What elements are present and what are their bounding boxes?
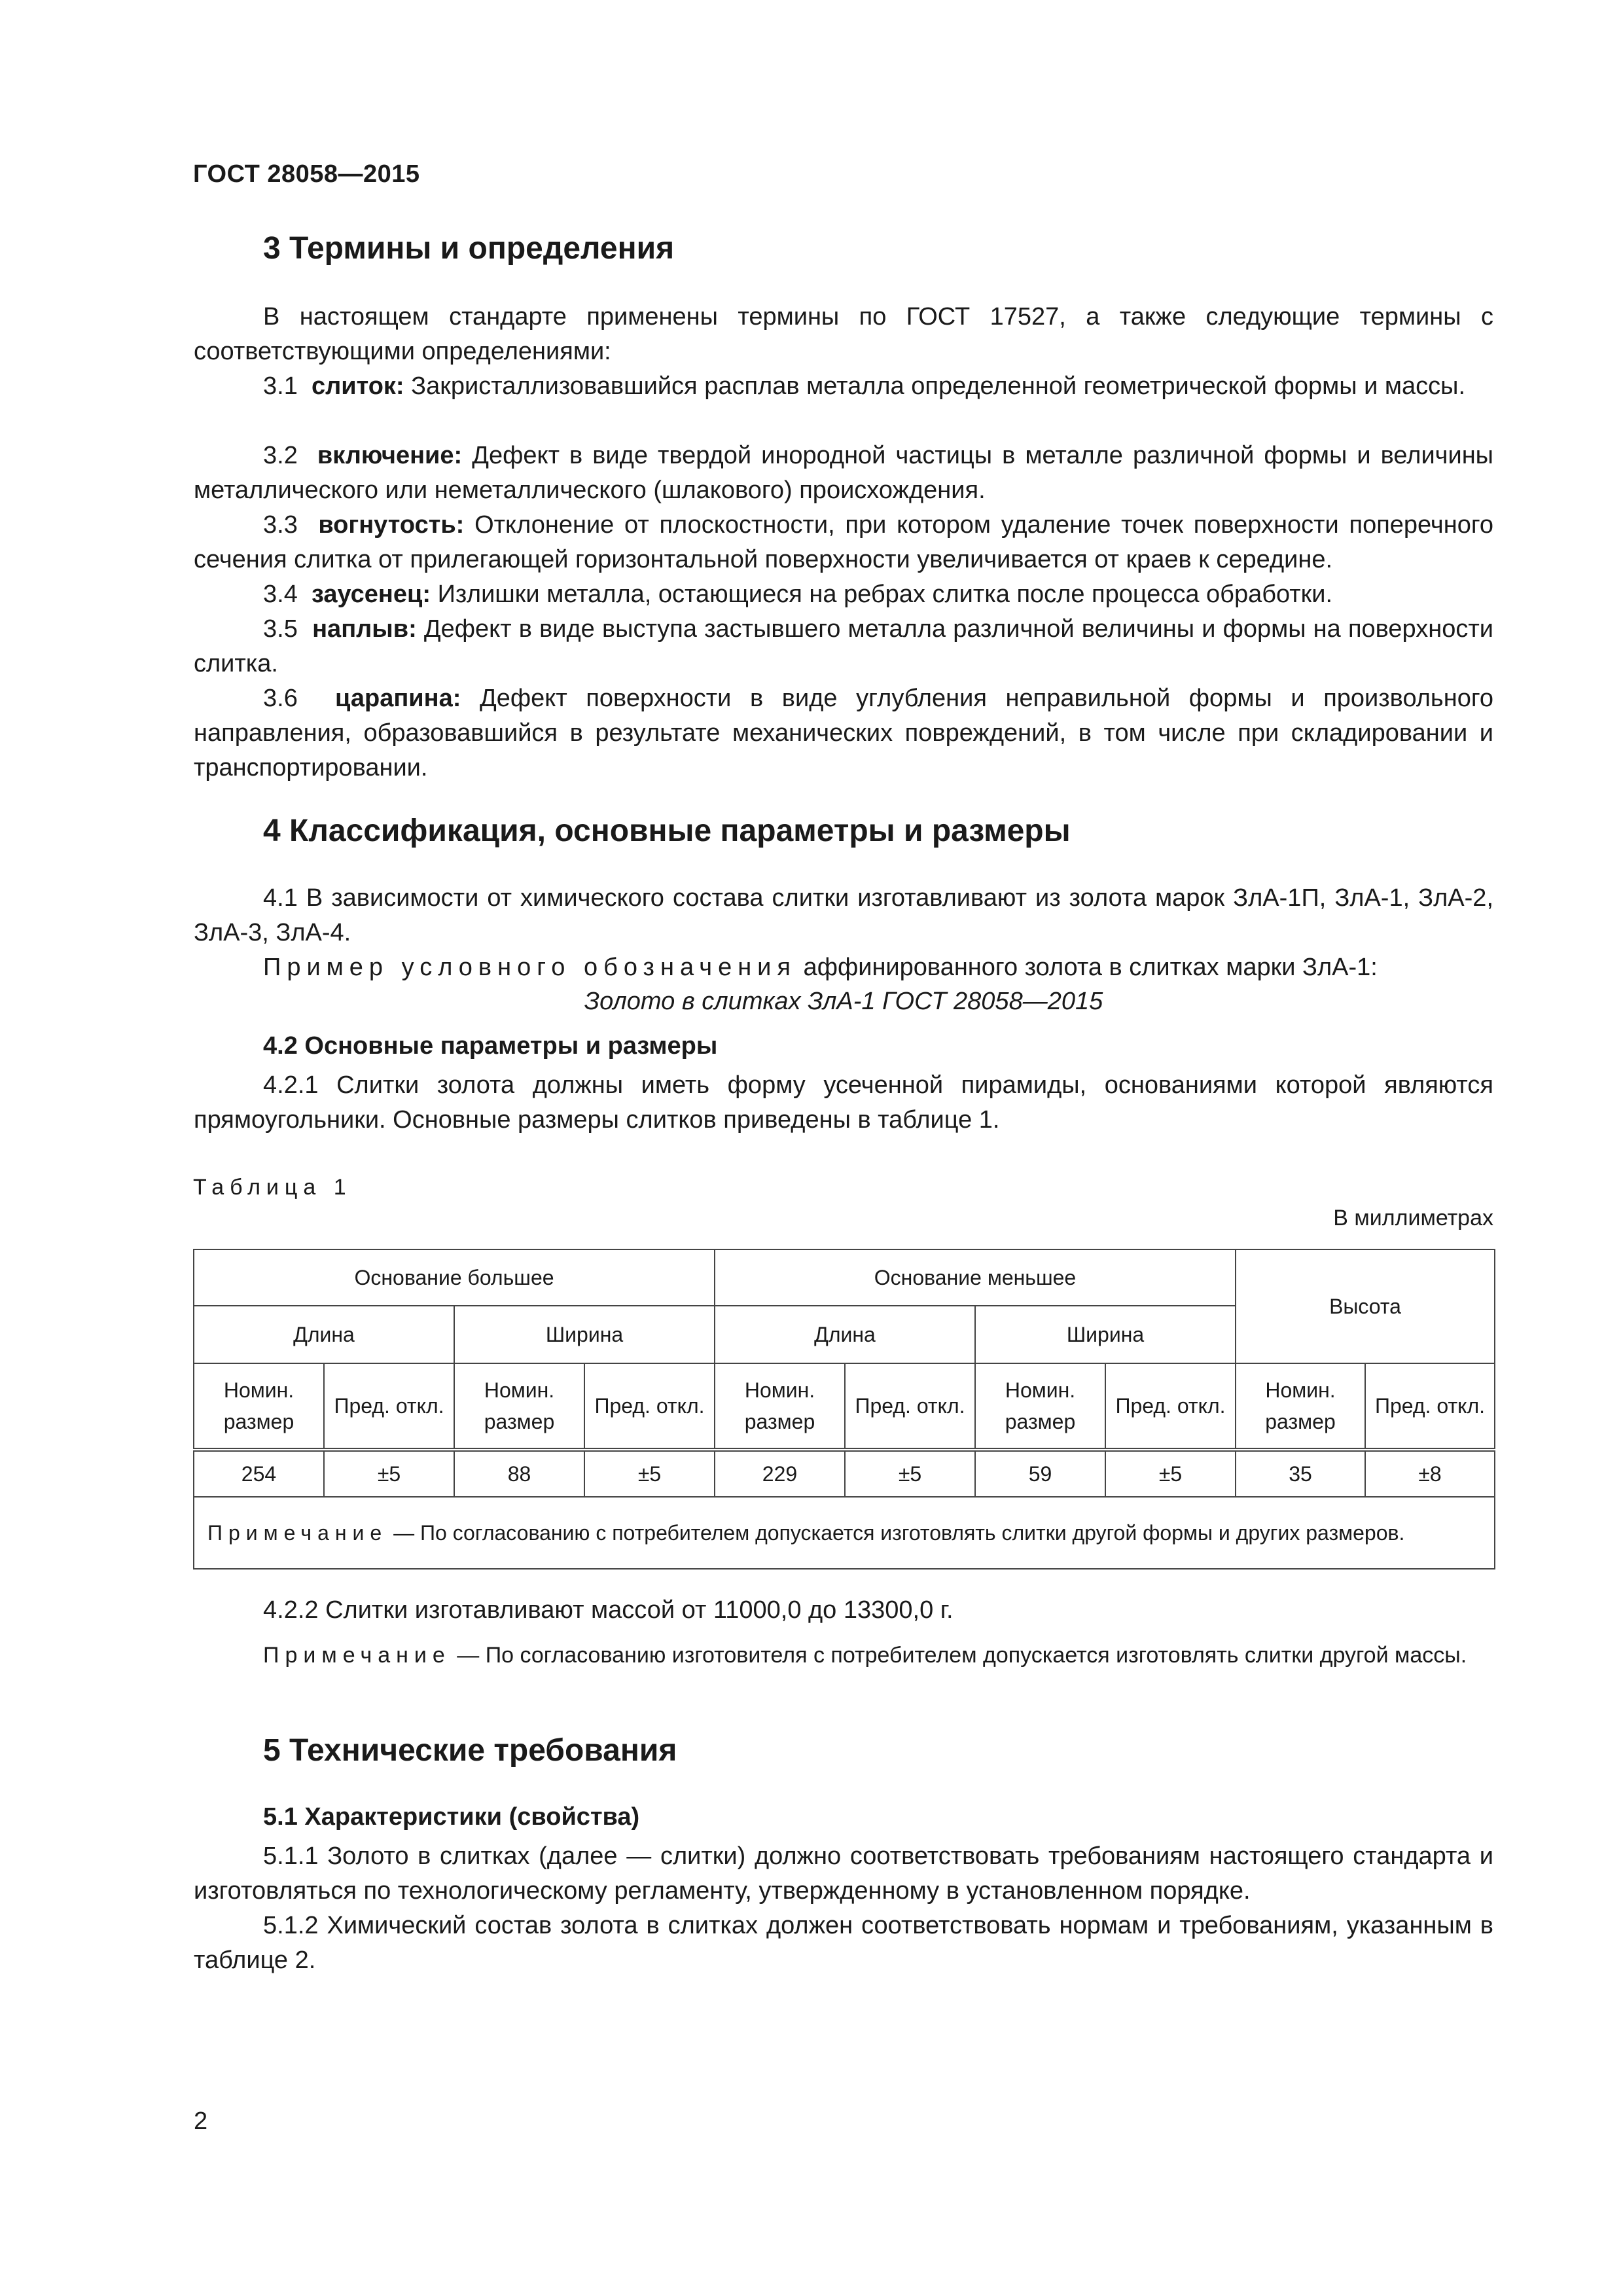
section-5-title: 5 Технические требования: [263, 1733, 677, 1768]
paragraph-4-2-1: 4.2.1 Слитки золота должны иметь форму усеченной пирамиды, основаниями которой являются прямоугольники. Основные размеры слитков приведены в таблице 1.: [194, 1071, 1493, 1134]
table-row: [194, 1450, 1495, 1497]
table-1: [193, 1249, 1495, 1570]
example-label: Пример условного обозначения: [263, 954, 796, 981]
header-tolerance: Пред. откл.: [1105, 1363, 1236, 1450]
document-code-header: ГОСТ 28058—2015: [193, 160, 420, 188]
example-designation: Золото в слитках ЗлА-1 ГОСТ 28058—2015: [584, 988, 1103, 1015]
table-note-label: Примечание: [207, 1521, 388, 1545]
table-cell: ±8: [1365, 1450, 1495, 1497]
header-width: Ширина: [454, 1306, 715, 1363]
term-3-4: 3.4 заусенец: Излишки металла, остающиеся на ребрах слитка после процесса обработки.: [263, 581, 1333, 608]
table-cell: ±5: [1105, 1450, 1236, 1497]
section-4-title: 4 Классификация, основные параметры и размеры: [263, 814, 1071, 848]
paragraph-4-2-2: 4.2.2 Слитки изготавливают массой от 11000,0 до 13300,0 г.: [263, 1596, 954, 1624]
term-3-1: 3.1 слиток: Закристаллизовавшийся расплав металла определенной геометрической формы и массы.: [263, 372, 1466, 400]
header-length: Длина: [194, 1306, 454, 1363]
table-cell: 88: [454, 1450, 584, 1497]
subsection-4-2-title: 4.2 Основные параметры и размеры: [263, 1032, 718, 1060]
section-3-intro: В настоящем стандарте применены термины по ГОСТ 17527, а также следующие термины с соответствующими определениями:: [194, 303, 1493, 365]
subsection-5-1-title: 5.1 Характеристики (свойства): [263, 1803, 640, 1831]
table-cell: ±5: [324, 1450, 454, 1497]
header-nominal-size: Номин. размер: [1236, 1363, 1365, 1450]
header-tolerance: Пред. откл.: [324, 1363, 454, 1450]
table-cell: ±5: [845, 1450, 975, 1497]
table-cell: 35: [1236, 1450, 1365, 1497]
header-larger-base: Основание большее: [194, 1249, 715, 1306]
note-mass: Примечание — По согласованию изготовителя с потребителем допускается изготовлять слитки другой массы.: [263, 1643, 1467, 1668]
header-tolerance: Пред. откл.: [1365, 1363, 1495, 1450]
term-3-3: 3.3 вогнутость: Отклонение от плоскостности, при котором удаление точек поверхности поперечного сечения слитка от прилегающей горизонтальной поверхности увеличивается от краев к середине.: [194, 511, 1493, 573]
term-3-5: 3.5 наплыв: Дефект в виде выступа застывшего металла различной величины и формы на поверхности слитка.: [194, 615, 1494, 677]
header-smaller-base: Основание меньшее: [715, 1249, 1236, 1306]
header-length: Длина: [715, 1306, 975, 1363]
section-3-title: 3 Термины и определения: [263, 231, 675, 266]
table-cell: 229: [715, 1450, 845, 1497]
table-cell: ±5: [584, 1450, 715, 1497]
table-1-units: В миллиметрах: [1333, 1206, 1493, 1230]
paragraph-4-1: 4.1 В зависимости от химического состава слитки изготавливают из золота марок ЗлА-1П, ЗлА-1, ЗлА-2, ЗлА-3, ЗлА-4.: [194, 884, 1493, 946]
table-1-caption: Таблица 1: [193, 1175, 352, 1200]
paragraph-5-1-2: 5.1.2 Химический состав золота в слитках должен соответствовать нормам и требованиям, указанным в таблице 2.: [194, 1912, 1493, 1974]
term-3-6: 3.6 царапина: Дефект поверхности в виде углубления неправильной формы и произвольного направления, образовавшийся в результате механических повреждений, в том числе при складировании и транспортировании.: [194, 685, 1493, 781]
header-nominal-size: Номин. размер: [194, 1363, 324, 1450]
header-height: Высота: [1236, 1249, 1495, 1363]
table-note: Примечание — По согласованию с потребителем допускается изготовлять слитки другой формы и других размеров.: [194, 1497, 1495, 1569]
header-width: Ширина: [975, 1306, 1236, 1363]
header-nominal-size: Номин. размер: [975, 1363, 1105, 1450]
table-cell: 254: [194, 1450, 324, 1497]
header-tolerance: Пред. откл.: [845, 1363, 975, 1450]
paragraph-5-1-1: 5.1.1 Золото в слитках (далее — слитки) должно соответствовать требованиям настоящего стандарта и изготовляться по технологическому регламенту, утвержденному в установленном порядке.: [194, 1842, 1493, 1905]
header-tolerance: Пред. откл.: [584, 1363, 715, 1450]
page-number: 2: [194, 2108, 208, 2135]
term-3-2: 3.2 включение: Дефект в виде твердой инородной частицы в металле различной формы и величины металлического или неметаллического (шлакового) происхождения.: [194, 442, 1493, 504]
header-nominal-size: Номин. размер: [715, 1363, 845, 1450]
table-cell: 59: [975, 1450, 1105, 1497]
note-mass-label: Примечание: [263, 1643, 451, 1668]
header-nominal-size: Номин. размер: [454, 1363, 584, 1450]
example-line: Пример условного обозначения аффинированного золота в слитках марки ЗлА-1:: [263, 954, 1378, 981]
